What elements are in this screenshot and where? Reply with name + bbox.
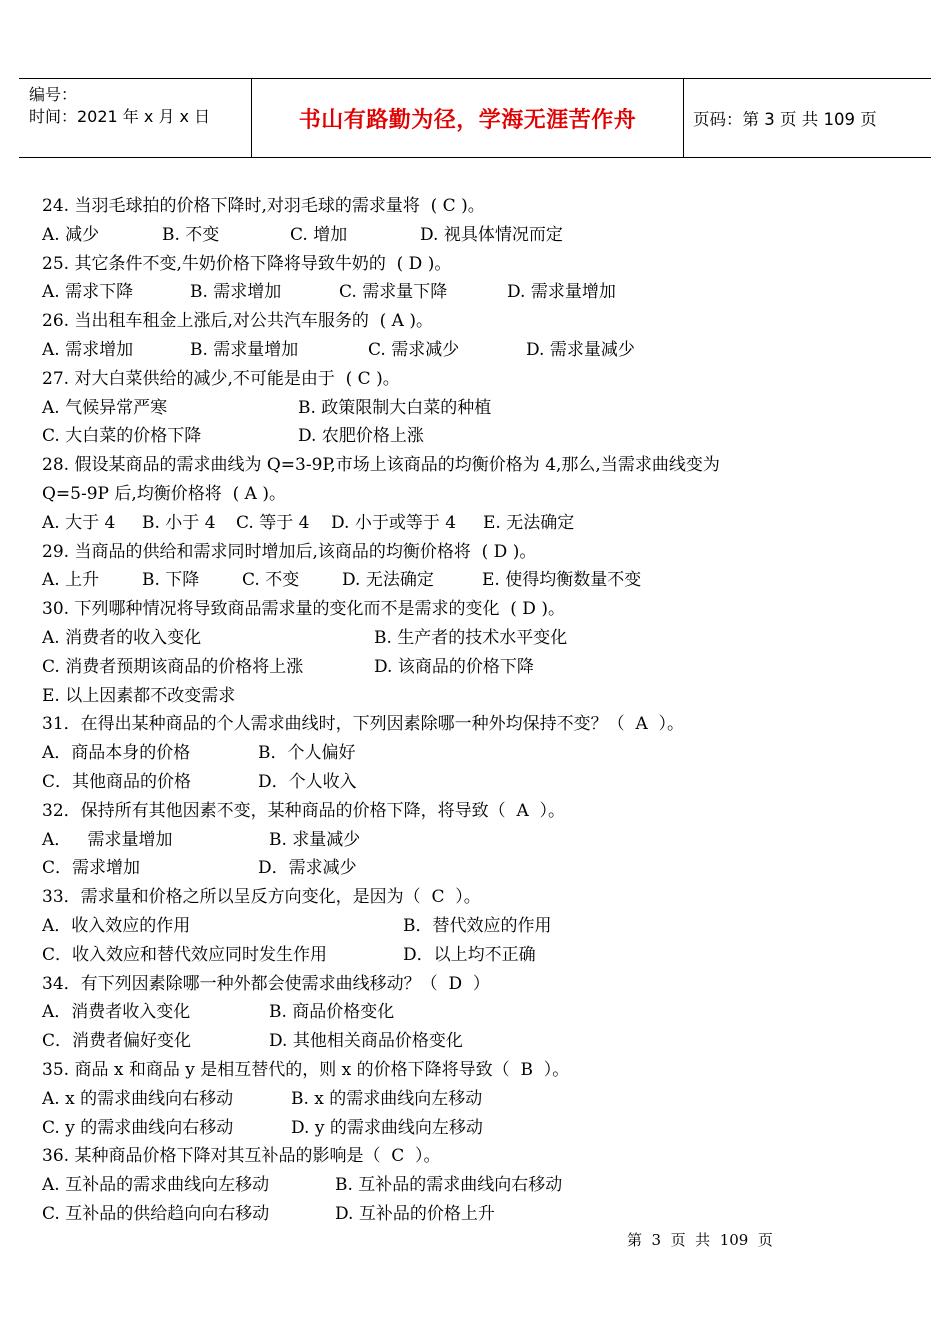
text-line — [42, 682, 902, 711]
line-text: 34．有下列因素除哪一种外都会使需求曲线移动？（ D ） — [42, 973, 490, 994]
text-line — [42, 768, 902, 797]
line-text: C. 互补品的供给趋向向右移动 — [42, 1203, 270, 1224]
option-text: D. 该商品的价格下降 — [374, 656, 534, 677]
line-text: C．需求增加 — [42, 858, 141, 879]
text-line — [42, 941, 902, 970]
line-text: C．其他商品的价格 — [42, 771, 192, 792]
option-text: B. 下降 — [142, 570, 200, 591]
text-line — [42, 509, 902, 538]
text-line — [42, 394, 902, 423]
text-line — [42, 653, 902, 682]
option-text: D. 互补品的价格上升 — [335, 1203, 495, 1224]
text-line — [42, 1114, 902, 1143]
text-line — [42, 1200, 902, 1229]
line-text: 26. 当出租车租金上涨后,对公共汽车服务的 ( A )。 — [42, 311, 433, 332]
line-text: A．商品本身的价格 — [42, 743, 191, 764]
line-text: 29. 当商品的供给和需求同时增加后,该商品的均衡价格将 ( D )。 — [42, 541, 537, 562]
text-line — [42, 538, 902, 567]
text-line — [42, 1056, 902, 1085]
motto-text: 书山有路勤为径，学海无涯苦作舟 — [298, 107, 637, 133]
text-line — [42, 624, 902, 653]
text-line — [42, 1171, 902, 1200]
text-line — [42, 336, 902, 365]
text-line — [42, 797, 902, 826]
line-text: C. y 的需求曲线向右移动 — [42, 1117, 234, 1138]
line-text: E. 以上因素都不改变需求 — [42, 685, 236, 706]
text-line — [42, 998, 902, 1027]
text-line — [42, 1142, 902, 1171]
text-line — [42, 566, 902, 595]
text-line — [42, 365, 902, 394]
option-text: D. 其他相关商品价格变化 — [269, 1031, 463, 1052]
line-text: 36. 某种商品价格下降对其互补品的影响是（ C ）。 — [42, 1146, 441, 1167]
text-line — [42, 595, 902, 624]
line-text: A．消费者收入变化 — [42, 1002, 191, 1023]
line-text: C．消费者偏好变化 — [42, 1031, 192, 1052]
line-text: C. 消费者预期该商品的价格将上涨 — [42, 656, 304, 677]
line-text: 35. 商品 x 和商品 y 是相互替代的，则 x 的价格下降将导致（ B ）。 — [42, 1059, 570, 1080]
line-text: A. 需求下降 — [42, 282, 134, 303]
option-text: D．需求减少 — [258, 858, 357, 879]
option-text: B. 小于 4 — [142, 512, 216, 533]
line-text: A. 上升 — [42, 570, 100, 591]
option-text: D. 需求量增加 — [507, 282, 616, 303]
text-line — [42, 826, 902, 855]
text-line — [42, 221, 902, 250]
line-text: A. x 的需求曲线向右移动 — [42, 1088, 234, 1109]
line-text: 30. 下列哪种情况将导致商品需求量的变化而不是需求的变化 ( D )。 — [42, 599, 565, 620]
option-text: B．替代效应的作用 — [403, 915, 552, 936]
option-text: D．个人收入 — [258, 771, 357, 792]
page-footer: 第 3 页 共 109 页 — [627, 1231, 773, 1249]
option-text: B. 需求增加 — [190, 282, 282, 303]
option-text: C. 需求减少 — [368, 339, 460, 360]
text-line — [42, 451, 902, 480]
option-text: B. 商品价格变化 — [269, 1002, 395, 1023]
option-text: B. 生产者的技术水平变化 — [374, 627, 568, 648]
line-text: A. 需求增加 — [42, 339, 134, 360]
number-label: 编号： — [29, 85, 78, 104]
line-text: A. 气候异常严寒 — [42, 397, 168, 418]
option-text: B. 不变 — [162, 224, 220, 245]
text-line — [42, 480, 902, 509]
header-meta — [19, 79, 251, 157]
option-text: D. 视具体情况而定 — [420, 224, 563, 245]
text-line — [42, 912, 902, 941]
text-line — [42, 854, 902, 883]
line-text: Q=5-9P 后,均衡价格将 ( A )。 — [42, 483, 286, 504]
line-text: A. 消费者的收入变化 — [42, 627, 202, 648]
header-page-info — [683, 79, 931, 157]
line-text: A. 减少 — [42, 224, 100, 245]
option-text: B. 求量减少 — [269, 829, 361, 850]
option-text: E. 使得均衡数量不变 — [482, 570, 642, 591]
line-text: A． 需求量增加 — [42, 829, 173, 850]
page-label: 页码：第 3 页 共 109 页 — [693, 110, 877, 129]
line-text: A. 互补品的需求曲线向左移动 — [42, 1175, 270, 1196]
line-text: A．收入效应的作用 — [42, 915, 191, 936]
line-text: 27. 对大白菜供给的减少,不可能是由于 ( C )。 — [42, 368, 400, 389]
option-text: D. 小于或等于 4 — [331, 512, 457, 533]
line-text: C．收入效应和替代效应同时发生作用 — [42, 944, 328, 965]
line-text: 25. 其它条件不变,牛奶价格下降将导致牛奶的 ( D )。 — [42, 253, 452, 274]
question-list — [42, 192, 902, 1229]
option-text: B．个人偏好 — [258, 743, 356, 764]
time-label: 时间：2021 年 x 月 x 日 — [29, 107, 211, 126]
text-line — [42, 250, 902, 279]
line-text: 31．在得出某种商品的个人需求曲线时，下列因素除哪一种外均保持不变？（ A ）。 — [42, 714, 685, 735]
option-text: D. 需求量减少 — [526, 339, 635, 360]
line-text: 33．需求量和价格之所以呈反方向变化，是因为（ C ）。 — [42, 887, 481, 908]
text-line — [42, 883, 902, 912]
text-line — [42, 970, 902, 999]
option-text: C. 增加 — [290, 224, 348, 245]
text-line — [42, 1085, 902, 1114]
line-text: 32．保持所有其他因素不变，某种商品的价格下降，将导致（ A ）。 — [42, 800, 566, 821]
option-text: C. 需求量下降 — [339, 282, 448, 303]
option-text: C. 不变 — [242, 570, 300, 591]
option-text: B. 需求量增加 — [190, 339, 299, 360]
line-text: 28. 假设某商品的需求曲线为 Q=3-9P,市场上该商品的均衡价格为 4,那么,当需求曲线变为 — [42, 455, 720, 476]
option-text: D. y 的需求曲线向左移动 — [291, 1117, 483, 1138]
option-text: D. 农肥价格上涨 — [298, 426, 424, 447]
text-line — [42, 307, 902, 336]
text-line — [42, 422, 902, 451]
option-text: B. x 的需求曲线向左移动 — [291, 1088, 483, 1109]
option-text: D．以上均不正确 — [403, 944, 536, 965]
text-line — [42, 278, 902, 307]
text-line — [42, 192, 902, 221]
header-motto — [251, 79, 684, 157]
text-line — [42, 1027, 902, 1056]
line-text: A. 大于 4 — [42, 512, 116, 533]
option-text: C. 等于 4 — [236, 512, 310, 533]
option-text: E. 无法确定 — [483, 512, 575, 533]
line-text: 24. 当羽毛球拍的价格下降时,对羽毛球的需求量将 ( C )。 — [42, 196, 485, 216]
text-line — [42, 710, 902, 739]
option-text: B. 互补品的需求曲线向右移动 — [335, 1175, 563, 1196]
text-line — [42, 739, 902, 768]
option-text: D. 无法确定 — [342, 570, 434, 591]
line-text: C. 大白菜的价格下降 — [42, 426, 202, 447]
option-text: B. 政策限制大白菜的种植 — [298, 397, 492, 418]
page-header — [19, 78, 931, 158]
